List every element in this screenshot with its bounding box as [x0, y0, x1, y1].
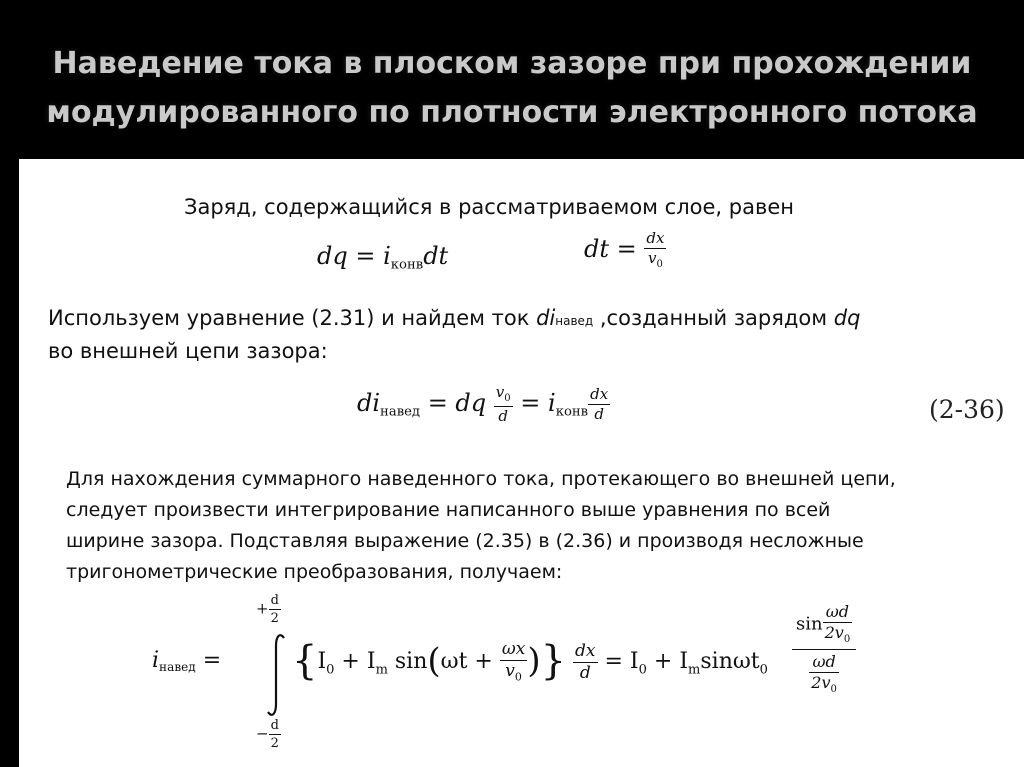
integral-sign-icon: [262, 632, 292, 718]
formula-di-naved: $di_{навед}$ = dq $\frac{v_0}{d}$ = $i_{конв}$ $\frac{dx}{d}$: [357, 383, 609, 425]
lower-limit: − $\frac{d}{2}$: [256, 718, 279, 751]
formula-dt: dt = $\frac{dx}{v_0}$: [584, 229, 665, 270]
formula-dq: dq = $i_{конв}dt$: [317, 242, 449, 273]
fraction-v0-d: $\frac{v_0}{d}$: [495, 383, 511, 425]
integral-lhs: $i_{навед}$ =: [152, 648, 222, 675]
text-di-subscript: навед: [555, 314, 594, 328]
text-start: Используем уравнение (2.31) и найдем ток: [48, 306, 537, 330]
slide-content: [19, 159, 1024, 767]
fraction-dx-d: $\frac{dx}{d}$: [590, 385, 609, 423]
paragraph-use-equation-line-2: во внешней цепи зазора:: [48, 339, 328, 363]
slide-title-line-2: модулированного по плотности электронного потока: [46, 95, 978, 130]
paragraph-charge: Заряд, содержащийся в рассматриваемом слое, равен: [184, 195, 794, 219]
upper-limit: + $\frac{d}{2}$: [256, 593, 279, 626]
fraction-dx-v0: $\frac{dx}{v_0}$: [646, 229, 665, 270]
title-bar: [0, 0, 1024, 160]
paragraph-use-equation-line-1: [48, 306, 860, 330]
slide-title-line-1: Наведение тока в плоском зазоре при прохождении: [52, 46, 972, 81]
paragraph-integration-line-1: Для нахождения суммарного наведенного тока, протекающего во внешней цепи,: [66, 468, 896, 490]
text-dq: dq: [833, 306, 861, 330]
integrand: {$I_0 + I_m$ sin(ωt + $\frac{\omega x}{v_0}$ )} $\frac{dx}{d}$ = $I_0 + I_m\sin\omega t_0$: [292, 638, 768, 684]
formula-integral: [134, 594, 894, 764]
subscript-naved-2: навед: [159, 660, 196, 675]
subscript-konv-2: конв: [555, 404, 589, 420]
sinc-fraction: sin $\frac{\omega d}{2v_0}$ $\frac{\omega d}{2v_0}$: [792, 604, 856, 695]
subscript-konv: конв: [390, 257, 424, 273]
text-end: ,созданный зарядом: [593, 306, 834, 330]
text-di: di: [536, 306, 556, 330]
paragraph-integration-line-2: следует произвести интегрирование написанного выше уравнения по всей: [66, 499, 831, 521]
paragraph-integration-line-3: ширине зазора. Подставляя выражение (2.35) в (2.36) и производя несложные: [66, 530, 864, 552]
equation-number: (2-36): [929, 395, 1005, 424]
subscript-naved: навед: [380, 404, 421, 420]
paragraph-integration-line-4: тригонометрические преобразования, получаем:: [66, 561, 563, 583]
